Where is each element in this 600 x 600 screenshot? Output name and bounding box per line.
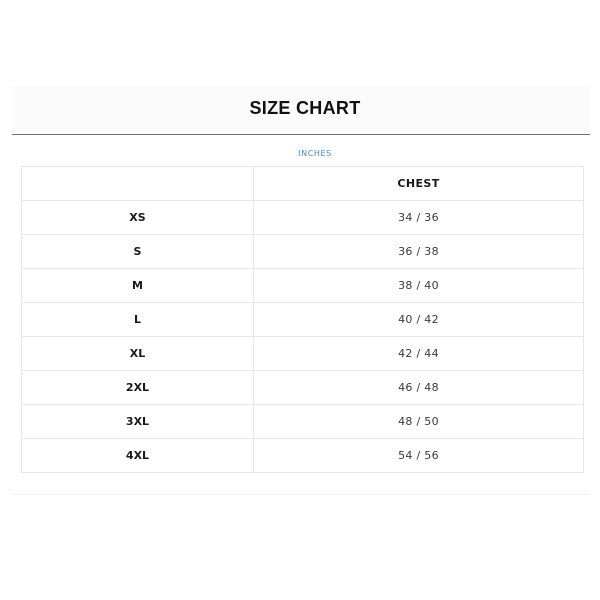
table-row xyxy=(22,201,584,235)
table-row xyxy=(22,269,584,303)
table-row xyxy=(22,371,584,405)
chest-cell: 40 / 42 xyxy=(254,303,584,337)
chest-cell: 42 / 44 xyxy=(254,337,584,371)
size-cell: 3XL xyxy=(22,405,254,439)
size-cell: S xyxy=(22,235,254,269)
table-row xyxy=(22,303,584,337)
unit-label: INCHES xyxy=(298,149,332,158)
table-row xyxy=(22,337,584,371)
size-cell: 4XL xyxy=(22,439,254,473)
size-table xyxy=(21,166,584,473)
chest-cell: 48 / 50 xyxy=(254,405,584,439)
chest-cell: 34 / 36 xyxy=(254,201,584,235)
bottom-divider xyxy=(12,494,590,495)
table-row xyxy=(22,235,584,269)
chest-cell: 46 / 48 xyxy=(254,371,584,405)
size-cell: L xyxy=(22,303,254,337)
page-title: SIZE CHART xyxy=(249,98,361,118)
header-size xyxy=(22,167,254,201)
chest-cell: 38 / 40 xyxy=(254,269,584,303)
title-divider xyxy=(12,134,590,135)
header-chest: CHEST xyxy=(254,167,584,201)
size-cell: XL xyxy=(22,337,254,371)
size-cell: 2XL xyxy=(22,371,254,405)
table-header-row xyxy=(22,167,584,201)
chest-cell: 54 / 56 xyxy=(254,439,584,473)
chest-cell: 36 / 38 xyxy=(254,235,584,269)
size-cell: M xyxy=(22,269,254,303)
size-cell: XS xyxy=(22,201,254,235)
table-row xyxy=(22,439,584,473)
table-row xyxy=(22,405,584,439)
